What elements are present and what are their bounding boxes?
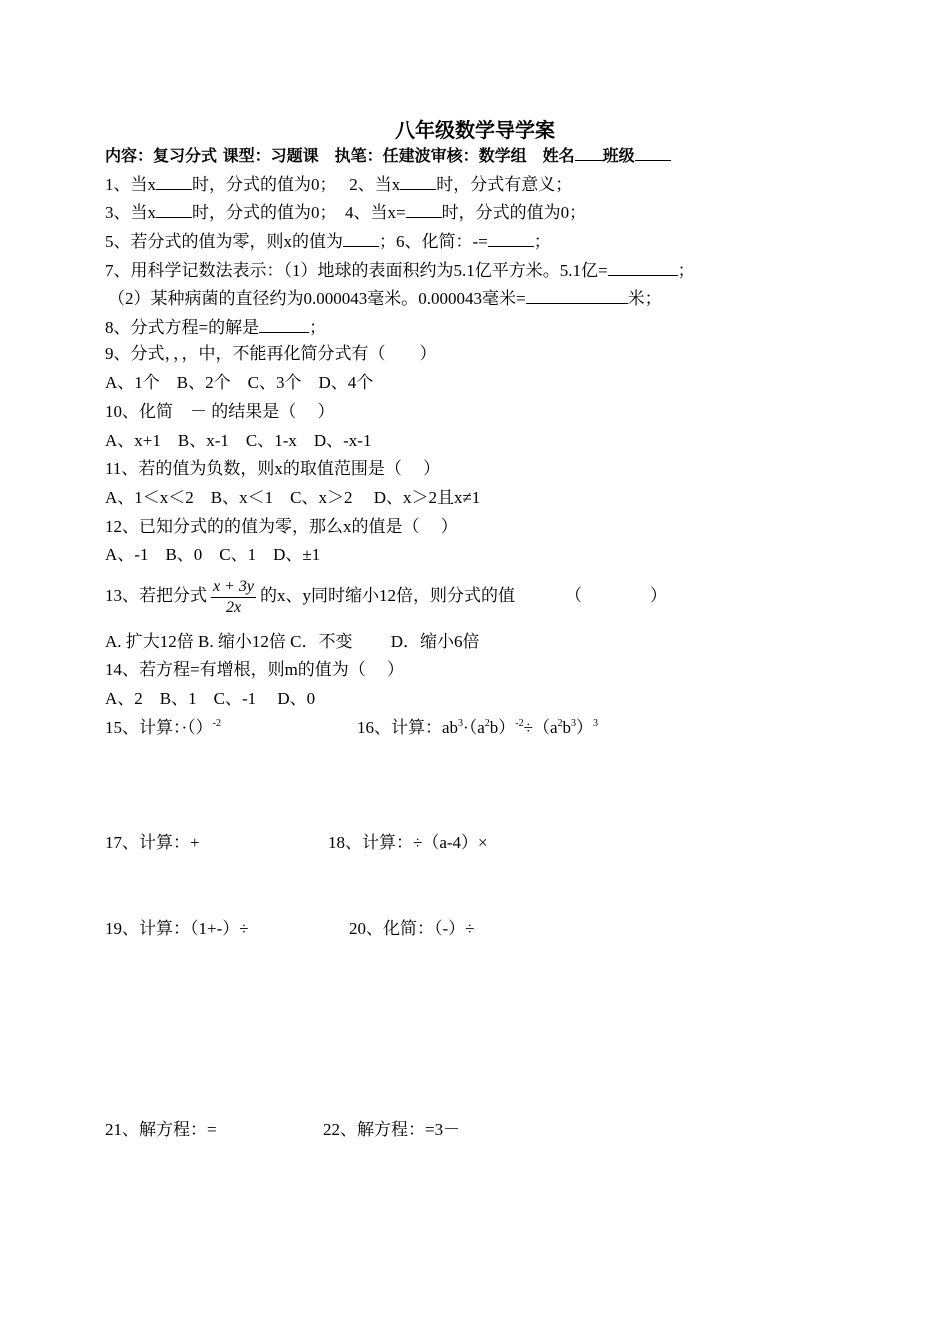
q3-text-a: 3、当x: [105, 203, 156, 222]
question-10: 10、化简 － 的结果是（ ）: [105, 402, 335, 421]
q16-part: 16、计算：ab: [357, 718, 459, 737]
q1-text-a: 1、当x: [105, 175, 156, 194]
q1-text-b: 时，分式的值为0； 2、当x: [192, 175, 401, 194]
q16-exp: 2: [484, 718, 490, 729]
q8-text-b: ；: [309, 318, 327, 337]
blank: [259, 316, 309, 333]
q15-text: 15、计算：·（）: [105, 718, 213, 737]
question-9: 9、分式，，，中，不能再化简分式有（ ）: [105, 344, 437, 363]
question-11-options: A、1＜x＜2 B、x＜1 C、x＞2 D、x＞2且x≠1: [105, 488, 481, 507]
q7b-text-a: （2）某种病菌的直径约为0.000043毫米。0.000043毫米=: [108, 289, 526, 308]
question-1-2: [105, 173, 572, 195]
question-13: [105, 574, 667, 618]
q16-part: ）: [576, 718, 593, 737]
question-21: 21、解方程：=: [105, 1120, 217, 1139]
q16-exp: 2: [557, 718, 563, 729]
q5-text-c: ；: [533, 232, 551, 251]
blank: [343, 230, 379, 247]
q13-text-a: 13、若把分式: [105, 586, 207, 605]
question-22: 22、解方程：=3－: [323, 1120, 461, 1139]
q16-exp: 3: [571, 718, 576, 729]
question-17: 17、计算：+: [105, 833, 200, 852]
blank: [488, 230, 534, 247]
q8-text-a: 8、分式方程=的解是: [105, 318, 260, 337]
fraction-denominator: 2x: [225, 598, 242, 616]
q1-text-c: 时，分式有意义；: [436, 175, 573, 194]
q16-part: ÷（a: [523, 718, 558, 737]
question-13-options: A. 扩大12倍 B. 缩小12倍 C．不变 D．缩小6倍: [105, 632, 480, 651]
q13-answer-paren: （ ）: [565, 586, 667, 605]
q7b-text-b: 米；: [627, 289, 662, 308]
header-info: [105, 144, 671, 166]
q16-part: b）: [489, 718, 516, 737]
q16-exp: 3: [593, 718, 598, 729]
q13-text-b: 的x、y同时缩小12倍，则分式的值: [260, 586, 515, 605]
question-15: [105, 718, 221, 738]
question-9-options: A、1个 B、2个 C、3个 D、4个: [105, 373, 374, 392]
blank: [156, 201, 192, 218]
question-7: [105, 259, 695, 281]
question-3-4: [105, 201, 586, 223]
question-10-options: A、x+1 B、x-1 C、1-x D、-x-1: [105, 431, 372, 450]
fraction: [211, 577, 256, 618]
question-16: [357, 718, 598, 738]
blank: [406, 201, 442, 218]
q7-text-a: 7、用科学记数法表示：（1）地球的表面积约为5.1亿平方米。5.1亿=: [105, 261, 608, 280]
page-title: 八年级数学导学案: [395, 118, 555, 142]
blank: [400, 173, 436, 190]
q3-text-b: 时，分式的值为0； 4、当x=: [192, 203, 406, 222]
fraction-numerator: x + 3y: [211, 577, 256, 598]
question-12-options: A、-1 B、0 C、1 D、±1: [105, 545, 321, 564]
q16-exp: -2: [515, 718, 524, 729]
class-blank: [635, 144, 671, 161]
question-20: 20、化简：（-）÷: [349, 919, 475, 938]
header-content: 内容：复习分式 课型：习题课 执笔：任建波审核：数学组 姓名: [105, 146, 575, 165]
q5-text-b: ；6、化简：-=: [379, 232, 488, 251]
q16-part: ·（a: [463, 718, 485, 737]
q16-exp: 3: [458, 718, 464, 729]
question-19: 19、计算：（1+-）÷: [105, 919, 249, 938]
question-18: 18、计算：÷（a-4）×: [328, 833, 488, 852]
q3-text-c: 时，分式的值为0；: [441, 203, 587, 222]
question-14: 14、若方程=有增根，则m的值为（ ）: [105, 660, 405, 679]
question-12: 12、已知分式的的值为零，那么x的值是（ ）: [105, 517, 458, 536]
question-7-part-2: [108, 287, 662, 309]
q15-exponent: -2: [212, 718, 222, 729]
name-blank: [575, 144, 603, 161]
q7-text-b: ；: [677, 261, 695, 280]
blank: [156, 173, 192, 190]
blank: [526, 287, 628, 304]
class-label: 班级: [602, 146, 635, 165]
blank: [608, 259, 678, 276]
question-11: 11、若的值为负数，则x的取值范围是（ ）: [105, 459, 441, 478]
q16-part: b: [562, 718, 571, 737]
question-5-6: [105, 230, 551, 252]
question-8: [105, 316, 326, 338]
q5-text-a: 5、若分式的值为零，则x的值为: [105, 232, 343, 251]
question-14-options: A、2 B、1 C、-1 D、0: [105, 689, 316, 708]
